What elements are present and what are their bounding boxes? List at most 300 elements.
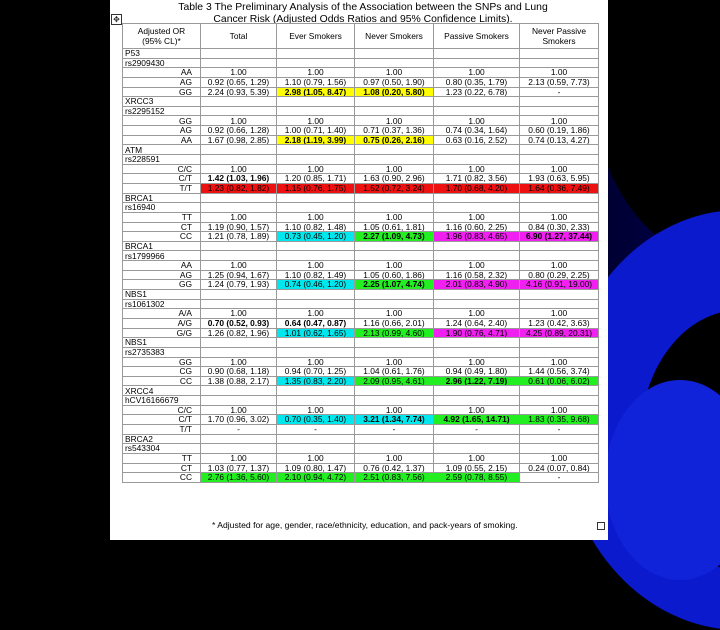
empty-cell — [355, 193, 434, 203]
genotype-label: C/T — [123, 174, 201, 184]
table-row — [123, 116, 599, 126]
empty-cell — [520, 58, 599, 68]
genotype-label: T/T — [123, 424, 201, 434]
empty-cell — [201, 338, 277, 348]
odds-ratio-cell: - — [201, 424, 277, 434]
odds-ratio-cell: 1.00 — [277, 405, 355, 415]
table-row — [123, 357, 599, 367]
odds-ratio-cell: 0.73 (0.45, 1.20) — [277, 232, 355, 242]
empty-cell — [434, 338, 520, 348]
gene-label: BRCA1 — [123, 193, 201, 203]
column-header: Never Smokers — [355, 24, 434, 49]
gene-label-row — [123, 338, 599, 348]
odds-ratio-cell: 0.90 (0.68, 1.18) — [201, 367, 277, 377]
table-row — [123, 174, 599, 184]
odds-ratio-cell: 1.15 (0.76, 1.75) — [277, 183, 355, 193]
snp-association-table — [122, 23, 599, 483]
empty-cell — [520, 203, 599, 213]
odds-ratio-cell: 1.00 — [201, 68, 277, 78]
genotype-label: CT — [123, 222, 201, 232]
table-footnote: * Adjusted for age, gender, race/ethnicity, education, and pack-years of smoking. — [212, 520, 518, 530]
gene-label-row — [123, 251, 599, 261]
odds-ratio-cell: 2.96 (1.22, 7.19) — [434, 376, 520, 386]
genotype-label: AG — [123, 126, 201, 136]
gene-label: rs16940 — [123, 203, 201, 213]
odds-ratio-cell: 2.24 (0.93, 5.39) — [201, 87, 277, 97]
empty-cell — [434, 106, 520, 116]
odds-ratio-cell: 1.05 (0.61, 1.81) — [355, 222, 434, 232]
table-row — [123, 232, 599, 242]
odds-ratio-cell: 4.92 (1.65, 14.71) — [434, 415, 520, 425]
odds-ratio-cell: 1.24 (0.79, 1.93) — [201, 280, 277, 290]
odds-ratio-cell: 1.00 — [355, 68, 434, 78]
odds-ratio-cell: - — [355, 424, 434, 434]
empty-cell — [355, 241, 434, 251]
odds-ratio-cell: 2.25 (1.07, 4.74) — [355, 280, 434, 290]
odds-ratio-cell: - — [520, 87, 599, 97]
odds-ratio-cell: 0.64 (0.47, 0.87) — [277, 318, 355, 328]
odds-ratio-cell: 1.42 (1.03, 1.96) — [201, 174, 277, 184]
genotype-label: C/C — [123, 405, 201, 415]
gene-label: rs2909430 — [123, 58, 201, 68]
empty-cell — [434, 241, 520, 251]
empty-cell — [201, 290, 277, 300]
empty-cell — [520, 193, 599, 203]
gene-label: rs1799966 — [123, 251, 201, 261]
odds-ratio-cell: 2.51 (0.83, 7.56) — [355, 473, 434, 483]
odds-ratio-cell: 1.00 — [201, 164, 277, 174]
odds-ratio-cell: 1.00 — [277, 116, 355, 126]
genotype-label: G/G — [123, 328, 201, 338]
empty-cell — [520, 241, 599, 251]
gene-label-row — [123, 299, 599, 309]
empty-cell — [277, 193, 355, 203]
odds-ratio-cell: 2.76 (1.36, 5.60) — [201, 473, 277, 483]
odds-ratio-cell: 1.00 — [277, 357, 355, 367]
empty-cell — [201, 49, 277, 59]
empty-cell — [434, 58, 520, 68]
odds-ratio-cell: 1.00 — [277, 309, 355, 319]
gene-label: rs2735383 — [123, 347, 201, 357]
empty-cell — [355, 58, 434, 68]
table-row — [123, 87, 599, 97]
odds-ratio-cell: 1.00 — [201, 357, 277, 367]
gene-label: rs543304 — [123, 444, 201, 454]
odds-ratio-cell: - — [277, 424, 355, 434]
table-row — [123, 415, 599, 425]
empty-cell — [201, 193, 277, 203]
empty-cell — [520, 145, 599, 155]
empty-cell — [355, 49, 434, 59]
empty-cell — [520, 347, 599, 357]
odds-ratio-cell: 1.21 (0.78, 1.89) — [201, 232, 277, 242]
empty-cell — [434, 434, 520, 444]
odds-ratio-cell: 2.18 (1.19, 3.99) — [277, 135, 355, 145]
odds-ratio-cell: 1.44 (0.56, 3.74) — [520, 367, 599, 377]
odds-ratio-cell: 1.00 — [201, 261, 277, 271]
empty-cell — [355, 203, 434, 213]
odds-ratio-cell: 1.00 — [201, 309, 277, 319]
gene-label: BRCA2 — [123, 434, 201, 444]
genotype-label: CC — [123, 473, 201, 483]
odds-ratio-cell: 1.00 — [277, 453, 355, 463]
table-header-row — [123, 24, 599, 49]
genotype-label: CT — [123, 463, 201, 473]
genotype-label: GG — [123, 357, 201, 367]
table-row — [123, 376, 599, 386]
odds-ratio-cell: - — [520, 473, 599, 483]
odds-ratio-cell: 1.00 — [434, 357, 520, 367]
genotype-label: CC — [123, 232, 201, 242]
empty-cell — [355, 145, 434, 155]
gene-label-row — [123, 290, 599, 300]
odds-ratio-cell: 1.38 (0.88, 2.17) — [201, 376, 277, 386]
odds-ratio-cell: 1.25 (0.94, 1.67) — [201, 270, 277, 280]
table-title-line1: Table 3 The Preliminary Analysis of the Association between the SNPs and Lung — [178, 2, 548, 13]
empty-cell — [355, 434, 434, 444]
odds-ratio-cell: 1.16 (0.58, 2.32) — [434, 270, 520, 280]
empty-cell — [355, 299, 434, 309]
empty-cell — [201, 241, 277, 251]
odds-ratio-cell: 2.59 (0.78, 8.55) — [434, 473, 520, 483]
odds-ratio-cell: 1.83 (0.35, 9.68) — [520, 415, 599, 425]
empty-cell — [355, 106, 434, 116]
odds-ratio-cell: 0.74 (0.13, 4.27) — [520, 135, 599, 145]
odds-ratio-cell: 1.00 — [355, 453, 434, 463]
table-row — [123, 135, 599, 145]
odds-ratio-cell: 1.00 — [355, 261, 434, 271]
odds-ratio-cell: 1.23 (0.82, 1.82) — [201, 183, 277, 193]
gene-label-row — [123, 193, 599, 203]
gene-label: XRCC4 — [123, 386, 201, 396]
odds-ratio-cell: 1.67 (0.98, 2.85) — [201, 135, 277, 145]
table-row — [123, 463, 599, 473]
odds-ratio-cell: 1.20 (0.85, 1.71) — [277, 174, 355, 184]
empty-cell — [277, 49, 355, 59]
genotype-label: T/T — [123, 183, 201, 193]
odds-ratio-cell: 1.00 — [434, 212, 520, 222]
empty-cell — [355, 290, 434, 300]
odds-ratio-cell: 2.98 (1.05, 8.47) — [277, 87, 355, 97]
gene-label-row — [123, 347, 599, 357]
odds-ratio-cell: 1.26 (0.82, 1.96) — [201, 328, 277, 338]
odds-ratio-cell: 0.71 (0.37, 1.36) — [355, 126, 434, 136]
odds-ratio-cell: 1.00 (0.71, 1.40) — [277, 126, 355, 136]
empty-cell — [520, 434, 599, 444]
odds-ratio-cell: 1.00 — [434, 68, 520, 78]
odds-ratio-cell: 0.61 (0.06, 6.02) — [520, 376, 599, 386]
table-row — [123, 164, 599, 174]
table-row — [123, 367, 599, 377]
gene-label-row — [123, 155, 599, 165]
odds-ratio-cell: 0.80 (0.35, 1.79) — [434, 77, 520, 87]
empty-cell — [201, 386, 277, 396]
odds-ratio-cell: 1.10 (0.79, 1.56) — [277, 77, 355, 87]
genotype-label: AA — [123, 135, 201, 145]
empty-cell — [434, 299, 520, 309]
odds-ratio-cell: - — [434, 424, 520, 434]
gene-label: rs2295152 — [123, 106, 201, 116]
odds-ratio-cell: 1.23 (0.42, 3.63) — [520, 318, 599, 328]
genotype-label: C/T — [123, 415, 201, 425]
resize-handle[interactable] — [597, 522, 605, 530]
odds-ratio-cell: 1.00 — [520, 116, 599, 126]
gene-label-row — [123, 145, 599, 155]
empty-cell — [277, 251, 355, 261]
empty-cell — [277, 58, 355, 68]
empty-cell — [277, 97, 355, 107]
odds-ratio-cell: 1.00 — [355, 212, 434, 222]
odds-ratio-cell: 1.04 (0.61, 1.76) — [355, 367, 434, 377]
table-row — [123, 318, 599, 328]
odds-ratio-cell: 1.00 — [434, 116, 520, 126]
odds-ratio-cell: 1.09 (0.80, 1.47) — [277, 463, 355, 473]
odds-ratio-cell: 1.90 (0.76, 4.71) — [434, 328, 520, 338]
empty-cell — [520, 396, 599, 406]
odds-ratio-cell: - — [520, 424, 599, 434]
odds-ratio-cell: 0.70 (0.52, 0.93) — [201, 318, 277, 328]
genotype-label: AG — [123, 77, 201, 87]
table-row — [123, 270, 599, 280]
odds-ratio-cell: 1.70 (0.68, 4.20) — [434, 183, 520, 193]
table-row — [123, 212, 599, 222]
odds-ratio-cell: 1.00 — [277, 68, 355, 78]
empty-cell — [355, 386, 434, 396]
table-row — [123, 473, 599, 483]
odds-ratio-cell: 1.00 — [277, 212, 355, 222]
empty-cell — [201, 106, 277, 116]
empty-cell — [355, 97, 434, 107]
odds-ratio-cell: 4.25 (0.89, 20.31) — [520, 328, 599, 338]
gene-label: NBS1 — [123, 338, 201, 348]
table-title-line2: Cancer Risk (Adjusted Odds Ratios and 95% Confidence Limits). — [213, 14, 513, 25]
odds-ratio-cell: 0.97 (0.50, 1.90) — [355, 77, 434, 87]
gene-label: P53 — [123, 49, 201, 59]
genotype-label: AA — [123, 68, 201, 78]
empty-cell — [434, 444, 520, 454]
odds-ratio-cell: 1.00 — [355, 309, 434, 319]
empty-cell — [355, 444, 434, 454]
odds-ratio-cell: 2.09 (0.95, 4.61) — [355, 376, 434, 386]
empty-cell — [520, 338, 599, 348]
odds-ratio-cell: 4.16 (0.91, 19.00) — [520, 280, 599, 290]
gene-label-row — [123, 434, 599, 444]
column-header: Never Passive Smokers — [520, 24, 599, 49]
odds-ratio-cell: 6.90 (1.27, 37.44) — [520, 232, 599, 242]
empty-cell — [277, 106, 355, 116]
genotype-label: TT — [123, 212, 201, 222]
odds-ratio-cell: 0.74 (0.46, 1.20) — [277, 280, 355, 290]
empty-cell — [355, 347, 434, 357]
odds-ratio-cell: 1.05 (0.60, 1.86) — [355, 270, 434, 280]
empty-cell — [520, 299, 599, 309]
genotype-label: GG — [123, 280, 201, 290]
odds-ratio-cell: 1.70 (0.96, 3.02) — [201, 415, 277, 425]
odds-ratio-cell: 1.00 — [355, 116, 434, 126]
odds-ratio-cell: 3.21 (1.34, 7.74) — [355, 415, 434, 425]
odds-ratio-cell: 1.08 (0.20, 5.80) — [355, 87, 434, 97]
table-row — [123, 424, 599, 434]
empty-cell — [355, 155, 434, 165]
odds-ratio-cell: 1.01 (0.62, 1.65) — [277, 328, 355, 338]
odds-ratio-cell: 1.00 — [201, 212, 277, 222]
empty-cell — [277, 434, 355, 444]
odds-ratio-cell: 1.00 — [520, 453, 599, 463]
genotype-label: GG — [123, 87, 201, 97]
odds-ratio-cell: 1.16 (0.66, 2.01) — [355, 318, 434, 328]
odds-ratio-cell: 0.75 (0.26, 2.16) — [355, 135, 434, 145]
odds-ratio-cell: 1.09 (0.55, 2.15) — [434, 463, 520, 473]
empty-cell — [434, 193, 520, 203]
empty-cell — [277, 203, 355, 213]
gene-label: BRCA1 — [123, 241, 201, 251]
odds-ratio-cell: 2.10 (0.94, 4.72) — [277, 473, 355, 483]
genotype-label: CC — [123, 376, 201, 386]
empty-cell — [520, 386, 599, 396]
odds-ratio-cell: 1.00 — [201, 116, 277, 126]
empty-cell — [277, 347, 355, 357]
empty-cell — [434, 97, 520, 107]
empty-cell — [520, 290, 599, 300]
genotype-label: TT — [123, 453, 201, 463]
odds-ratio-cell: 1.71 (0.82, 3.56) — [434, 174, 520, 184]
empty-cell — [277, 145, 355, 155]
gene-label: ATM — [123, 145, 201, 155]
empty-cell — [277, 386, 355, 396]
gene-label-row — [123, 97, 599, 107]
odds-ratio-cell: 1.00 — [277, 164, 355, 174]
table-body — [123, 49, 599, 483]
table-row — [123, 328, 599, 338]
odds-ratio-cell: 1.00 — [520, 357, 599, 367]
empty-cell — [201, 145, 277, 155]
empty-cell — [434, 386, 520, 396]
empty-cell — [201, 299, 277, 309]
odds-ratio-cell: 1.10 (0.82, 1.48) — [277, 222, 355, 232]
empty-cell — [201, 444, 277, 454]
odds-ratio-cell: 2.27 (1.09, 4.73) — [355, 232, 434, 242]
gene-label: NBS1 — [123, 290, 201, 300]
empty-cell — [434, 251, 520, 261]
odds-ratio-cell: 1.00 — [520, 68, 599, 78]
odds-ratio-cell: 1.10 (0.82, 1.49) — [277, 270, 355, 280]
empty-cell — [277, 444, 355, 454]
gene-label-row — [123, 241, 599, 251]
genotype-label: GG — [123, 116, 201, 126]
empty-cell — [434, 49, 520, 59]
column-header: Adjusted OR (95% CL)* — [123, 24, 201, 49]
column-header: Total — [201, 24, 277, 49]
odds-ratio-cell: 1.16 (0.60, 2.25) — [434, 222, 520, 232]
gene-label: XRCC3 — [123, 97, 201, 107]
empty-cell — [277, 241, 355, 251]
odds-ratio-cell: 1.00 — [201, 453, 277, 463]
odds-ratio-cell: 1.03 (0.77, 1.37) — [201, 463, 277, 473]
empty-cell — [520, 97, 599, 107]
gene-label-row — [123, 106, 599, 116]
gene-label: hCV16166679 — [123, 396, 201, 406]
odds-ratio-cell: 1.19 (0.90, 1.57) — [201, 222, 277, 232]
gene-label-row — [123, 444, 599, 454]
table-row — [123, 126, 599, 136]
table-row — [123, 222, 599, 232]
empty-cell — [520, 106, 599, 116]
odds-ratio-cell: 0.63 (0.16, 2.52) — [434, 135, 520, 145]
odds-ratio-cell: 1.00 — [355, 405, 434, 415]
empty-cell — [201, 203, 277, 213]
genotype-label: AA — [123, 261, 201, 271]
odds-ratio-cell: 1.00 — [277, 261, 355, 271]
gene-label-row — [123, 386, 599, 396]
empty-cell — [277, 396, 355, 406]
odds-ratio-cell: 1.96 (0.83, 4.65) — [434, 232, 520, 242]
odds-ratio-cell: 2.13 (0.59, 7.73) — [520, 77, 599, 87]
empty-cell — [201, 396, 277, 406]
empty-cell — [201, 251, 277, 261]
gene-label-row — [123, 49, 599, 59]
empty-cell — [201, 58, 277, 68]
empty-cell — [520, 49, 599, 59]
empty-cell — [277, 299, 355, 309]
table-row — [123, 261, 599, 271]
odds-ratio-cell: 0.92 (0.66, 1.28) — [201, 126, 277, 136]
genotype-label: C/C — [123, 164, 201, 174]
odds-ratio-cell: 1.00 — [520, 405, 599, 415]
odds-ratio-cell: 0.84 (0.30, 2.33) — [520, 222, 599, 232]
odds-ratio-cell: 1.00 — [434, 164, 520, 174]
odds-ratio-cell: 1.24 (0.64, 2.40) — [434, 318, 520, 328]
gene-label-row — [123, 58, 599, 68]
odds-ratio-cell: 1.64 (0.36, 7.49) — [520, 183, 599, 193]
column-header: Ever Smokers — [277, 24, 355, 49]
empty-cell — [434, 145, 520, 155]
table-row — [123, 68, 599, 78]
empty-cell — [277, 155, 355, 165]
empty-cell — [201, 155, 277, 165]
odds-ratio-cell: 1.00 — [355, 164, 434, 174]
empty-cell — [355, 251, 434, 261]
odds-ratio-cell: 1.35 (0.83, 2.20) — [277, 376, 355, 386]
empty-cell — [355, 338, 434, 348]
gene-label-row — [123, 396, 599, 406]
odds-ratio-cell: 1.00 — [520, 309, 599, 319]
odds-ratio-cell: 0.24 (0.07, 0.84) — [520, 463, 599, 473]
gene-label: rs228591 — [123, 155, 201, 165]
move-handle-icon[interactable]: ✥ — [111, 14, 122, 25]
empty-cell — [277, 290, 355, 300]
empty-cell — [434, 155, 520, 165]
odds-ratio-cell: 1.00 — [201, 405, 277, 415]
table-row — [123, 453, 599, 463]
genotype-label: AG — [123, 270, 201, 280]
gene-label: rs1061302 — [123, 299, 201, 309]
odds-ratio-cell: 0.60 (0.19, 1.86) — [520, 126, 599, 136]
table-row — [123, 77, 599, 87]
empty-cell — [434, 396, 520, 406]
empty-cell — [520, 444, 599, 454]
empty-cell — [434, 203, 520, 213]
odds-ratio-cell: 1.00 — [434, 309, 520, 319]
odds-ratio-cell: 2.13 (0.99, 4.60) — [355, 328, 434, 338]
odds-ratio-cell: 0.94 (0.49, 1.80) — [434, 367, 520, 377]
odds-ratio-cell: 0.80 (0.29, 2.25) — [520, 270, 599, 280]
odds-ratio-cell: 1.00 — [434, 405, 520, 415]
genotype-label: CG — [123, 367, 201, 377]
empty-cell — [201, 434, 277, 444]
table-row — [123, 309, 599, 319]
table-row — [123, 183, 599, 193]
odds-ratio-cell: 1.52 (0.72, 3.24) — [355, 183, 434, 193]
